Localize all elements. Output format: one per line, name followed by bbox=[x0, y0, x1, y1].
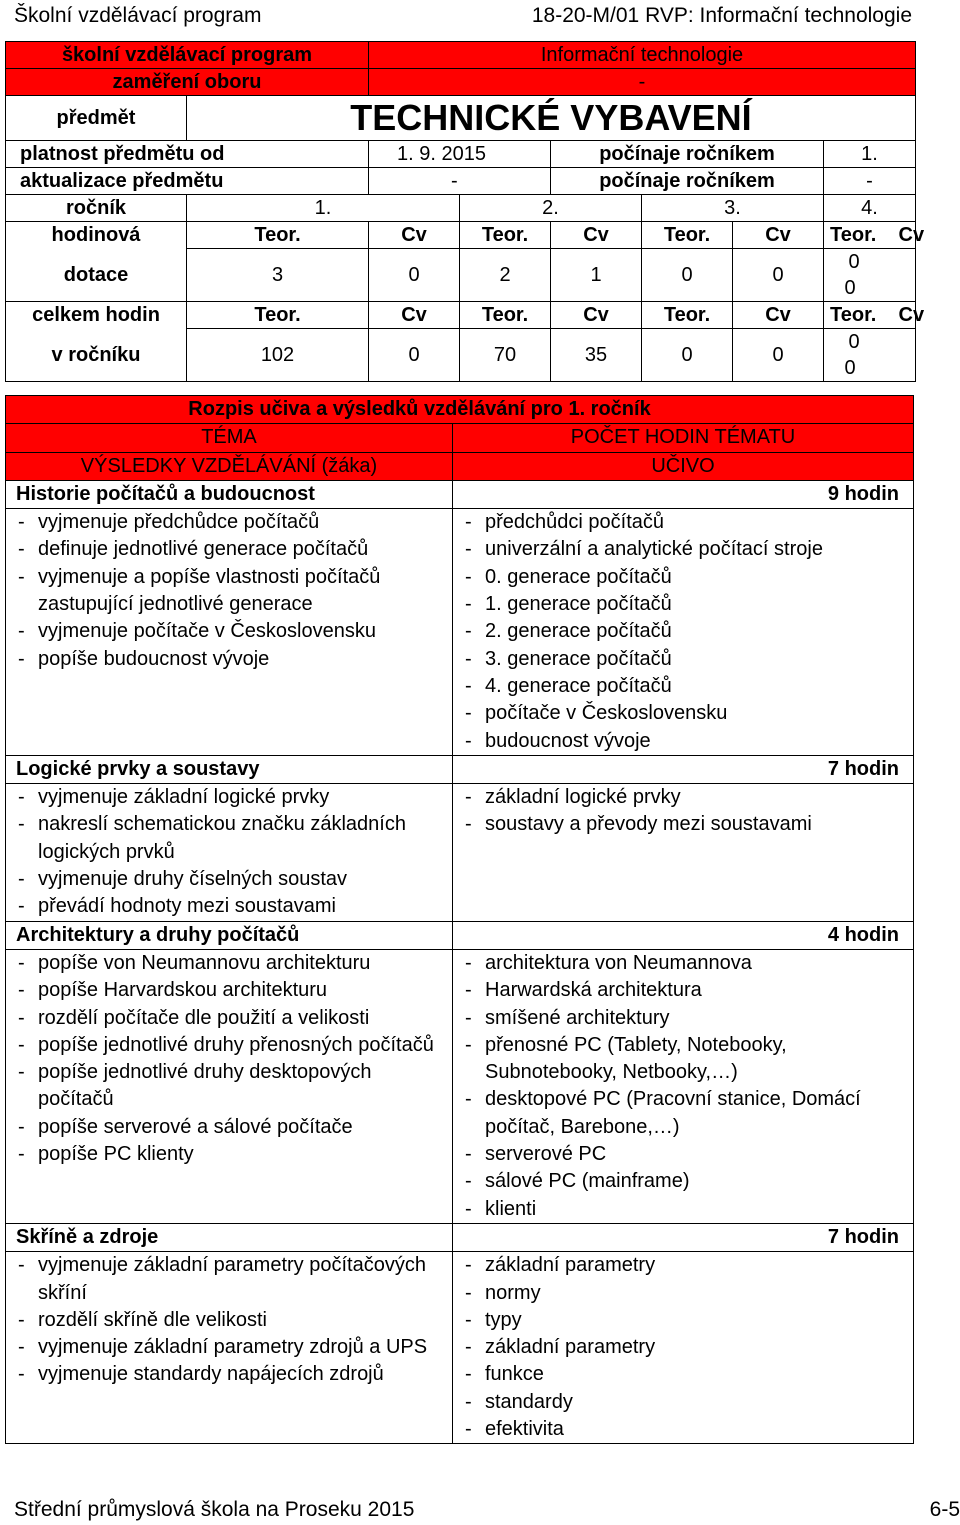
svp-value: Informační technologie bbox=[369, 42, 916, 69]
teor-7: Teor. bbox=[642, 302, 733, 329]
ucivo-item: - architektura von Neumannova bbox=[463, 950, 913, 977]
ucivo-item: - efektivita bbox=[463, 1416, 913, 1443]
cv-2: Cv bbox=[551, 222, 642, 249]
col-tema: TÉMA bbox=[6, 424, 453, 452]
celkem-6: 0 bbox=[733, 329, 824, 382]
dotace-4: 1 bbox=[551, 249, 642, 302]
rocnik-4: 4. bbox=[824, 195, 916, 222]
dotace-5: 0 bbox=[642, 249, 733, 302]
ucivo-item: - přenosné PC (Tablety, Notebooky, Subnotebooky, Netbooky,…) bbox=[463, 1032, 913, 1087]
platnost-value: 1. 9. 2015 bbox=[369, 141, 551, 168]
predmet-label: předmět bbox=[6, 96, 187, 141]
results-cell-3 bbox=[6, 949, 453, 1223]
result-item: - popíše von Neumannovu architekturu bbox=[16, 950, 452, 977]
dotace-8: 0 bbox=[844, 277, 856, 299]
result-item: - popíše Harvardskou architekturu bbox=[16, 977, 452, 1004]
curriculum-table bbox=[5, 395, 914, 1444]
ucivo-item: - 0. generace počítačů bbox=[463, 564, 913, 591]
result-item: - vyjmenuje předchůdce počítačů bbox=[16, 509, 452, 536]
topic-hours-cell-4 bbox=[453, 1223, 914, 1251]
pocinaje-label-1: počínaje ročníkem bbox=[551, 141, 824, 168]
result-item: - popíše serverové a sálové počítače bbox=[16, 1114, 452, 1141]
ucivo-item: - 1. generace počítačů bbox=[463, 591, 913, 618]
page-footer-left: Střední průmyslová škola na Proseku 2015 bbox=[14, 1498, 415, 1521]
teor-8: Teor. bbox=[830, 304, 877, 326]
celkem-2: 0 bbox=[369, 329, 460, 382]
topic-name-3: Architektury a druhy počítačů bbox=[6, 921, 453, 949]
ucivo-cell-1 bbox=[453, 509, 914, 756]
results-cell-4 bbox=[6, 1252, 453, 1444]
v-rocniku-label: v ročníku bbox=[6, 329, 187, 382]
col-vysledky: VÝSLEDKY VZDĚLÁVÁNÍ (žáka) bbox=[6, 452, 453, 480]
celkem-7: 0 bbox=[848, 331, 860, 353]
ucivo-item: - desktopové PC (Pracovní stanice, Domácí počítač, Barebone,…) bbox=[463, 1086, 913, 1141]
result-item: - vyjmenuje a popíše vlastnosti počítačů zastupující jednotlivé generace bbox=[16, 564, 452, 619]
rocnik-2: 2. bbox=[460, 195, 642, 222]
page-header-left: Školní vzdělávací program bbox=[14, 4, 262, 27]
result-item: - popíše jednotlivé druhy desktopových počítačů bbox=[16, 1059, 452, 1114]
cv-7: Cv bbox=[733, 302, 824, 329]
ucivo-item: - normy bbox=[463, 1280, 913, 1307]
ucivo-item: - základní parametry bbox=[463, 1252, 913, 1279]
topic-hours-2: 7 hodin bbox=[827, 757, 899, 780]
subject-info-table bbox=[5, 41, 925, 382]
col-ucivo: UČIVO bbox=[453, 452, 914, 480]
result-item: - vyjmenuje základní parametry zdrojů a UPS bbox=[16, 1334, 452, 1361]
celkem-4: 35 bbox=[551, 329, 642, 382]
aktualizace-rocnik: - bbox=[824, 168, 916, 195]
dotace-3: 2 bbox=[460, 249, 551, 302]
ucivo-item: - 2. generace počítačů bbox=[463, 618, 913, 645]
platnost-rocnik: 1. bbox=[824, 141, 916, 168]
aktualizace-value: - bbox=[369, 168, 551, 195]
teor-4: Teor. bbox=[830, 224, 877, 246]
ucivo-item: - základní parametry bbox=[463, 1334, 913, 1361]
topic-hours-3: 4 hodin bbox=[827, 923, 899, 946]
aktualizace-label: aktualizace předmětu bbox=[6, 168, 369, 195]
cv-3: Cv bbox=[733, 222, 824, 249]
result-item: - vyjmenuje základní parametry počítačových skříní bbox=[16, 1252, 452, 1307]
celkem-label: celkem hodin bbox=[6, 302, 187, 329]
dotace-6: 0 bbox=[733, 249, 824, 302]
ucivo-item: - 4. generace počítačů bbox=[463, 673, 913, 700]
dotace-7: 0 bbox=[848, 251, 860, 273]
zamereni-label: zaměření oboru bbox=[6, 69, 369, 96]
ucivo-cell-4 bbox=[453, 1252, 914, 1444]
hodinova-label: hodinová bbox=[6, 222, 187, 249]
teor-6: Teor. bbox=[460, 302, 551, 329]
celkem-3: 70 bbox=[460, 329, 551, 382]
ucivo-item: - klienti bbox=[463, 1196, 913, 1223]
ucivo-item: - sálové PC (mainframe) bbox=[463, 1168, 913, 1195]
ucivo-item: - počítače v Československu bbox=[463, 700, 913, 727]
cv-1: Cv bbox=[369, 222, 460, 249]
teor-1: Teor. bbox=[187, 222, 369, 249]
ucivo-cell-2 bbox=[453, 784, 914, 921]
ucivo-item: - Harwardská architektura bbox=[463, 977, 913, 1004]
teor-3: Teor. bbox=[642, 222, 733, 249]
topic-name-4: Skříně a zdroje bbox=[6, 1223, 453, 1251]
ucivo-item: - budoucnost vývoje bbox=[463, 728, 913, 755]
teor-cv-8 bbox=[824, 302, 925, 329]
cv-6: Cv bbox=[551, 302, 642, 329]
result-item: - definuje jednotlivé generace počítačů bbox=[16, 536, 452, 563]
svp-label: školní vzdělávací program bbox=[6, 42, 369, 69]
ucivo-item: - základní logické prvky bbox=[463, 784, 913, 811]
rocnik-3: 3. bbox=[642, 195, 824, 222]
ucivo-item: - typy bbox=[463, 1307, 913, 1334]
celkem-5: 0 bbox=[642, 329, 733, 382]
platnost-label: platnost předmětu od bbox=[6, 141, 369, 168]
teor-5: Teor. bbox=[187, 302, 369, 329]
result-item: - popíše budoucnost vývoje bbox=[16, 646, 452, 673]
ucivo-item: - 3. generace počítačů bbox=[463, 646, 913, 673]
ucivo-cell-3 bbox=[453, 949, 914, 1223]
dotace-78 bbox=[824, 249, 916, 302]
topic-hours-cell-1 bbox=[453, 480, 914, 508]
topic-name-1: Historie počítačů a budoucnost bbox=[6, 480, 453, 508]
celkem-8: 0 bbox=[844, 357, 856, 379]
cv-5: Cv bbox=[369, 302, 460, 329]
cv-8: Cv bbox=[898, 304, 925, 326]
result-item: - převádí hodnoty mezi soustavami bbox=[16, 893, 452, 920]
topic-hours-cell-3 bbox=[453, 921, 914, 949]
topic-hours-cell-2 bbox=[453, 755, 914, 783]
result-item: - vyjmenuje standardy napájecích zdrojů bbox=[16, 1361, 452, 1388]
zamereni-value: - bbox=[369, 69, 916, 96]
ucivo-item: - soustavy a převody mezi soustavami bbox=[463, 811, 913, 838]
page-header-right: 18-20-M/01 RVP: Informační technologie bbox=[531, 4, 912, 27]
ucivo-item: - univerzální a analytické počítací stroje bbox=[463, 536, 913, 563]
rozpis-title: Rozpis učiva a výsledků vzdělávání pro 1. ročník bbox=[6, 396, 914, 424]
topic-hours-4: 7 hodin bbox=[827, 1225, 899, 1248]
teor-2: Teor. bbox=[460, 222, 551, 249]
ucivo-item: - smíšené architektury bbox=[463, 1005, 913, 1032]
result-item: - nakreslí schematickou značku základních logických prvků bbox=[16, 811, 452, 866]
result-item: - rozdělí počítače dle použití a velikosti bbox=[16, 1005, 452, 1032]
ucivo-item: - funkce bbox=[463, 1361, 913, 1388]
topic-hours-1: 9 hodin bbox=[827, 482, 899, 505]
pocinaje-label-2: počínaje ročníkem bbox=[551, 168, 824, 195]
results-cell-1 bbox=[6, 509, 453, 756]
dotace-label: dotace bbox=[6, 249, 187, 302]
topic-name-2: Logické prvky a soustavy bbox=[6, 755, 453, 783]
results-cell-2 bbox=[6, 784, 453, 921]
result-item: - popíše jednotlivé druhy přenosných počítačů bbox=[16, 1032, 452, 1059]
celkem-78 bbox=[824, 329, 916, 382]
cv-4: Cv bbox=[898, 224, 925, 246]
dotace-1: 3 bbox=[187, 249, 369, 302]
result-item: - vyjmenuje druhy číselných soustav bbox=[16, 866, 452, 893]
predmet-value: TECHNICKÉ VYBAVENÍ bbox=[187, 96, 916, 141]
ucivo-item: - předchůdci počítačů bbox=[463, 509, 913, 536]
teor-cv-4 bbox=[824, 222, 925, 249]
celkem-1: 102 bbox=[187, 329, 369, 382]
result-item: - vyjmenuje počítače v Československu bbox=[16, 618, 452, 645]
ucivo-item: - serverové PC bbox=[463, 1141, 913, 1168]
result-item: - popíše PC klienty bbox=[16, 1141, 452, 1168]
result-item: - rozdělí skříně dle velikosti bbox=[16, 1307, 452, 1334]
page-number: 6-5 bbox=[929, 1498, 960, 1521]
rocnik-1: 1. bbox=[187, 195, 460, 222]
ucivo-item: - standardy bbox=[463, 1389, 913, 1416]
rocnik-label: ročník bbox=[6, 195, 187, 222]
dotace-2: 0 bbox=[369, 249, 460, 302]
col-pocet: POČET HODIN TÉMATU bbox=[453, 424, 914, 452]
result-item: - vyjmenuje základní logické prvky bbox=[16, 784, 452, 811]
